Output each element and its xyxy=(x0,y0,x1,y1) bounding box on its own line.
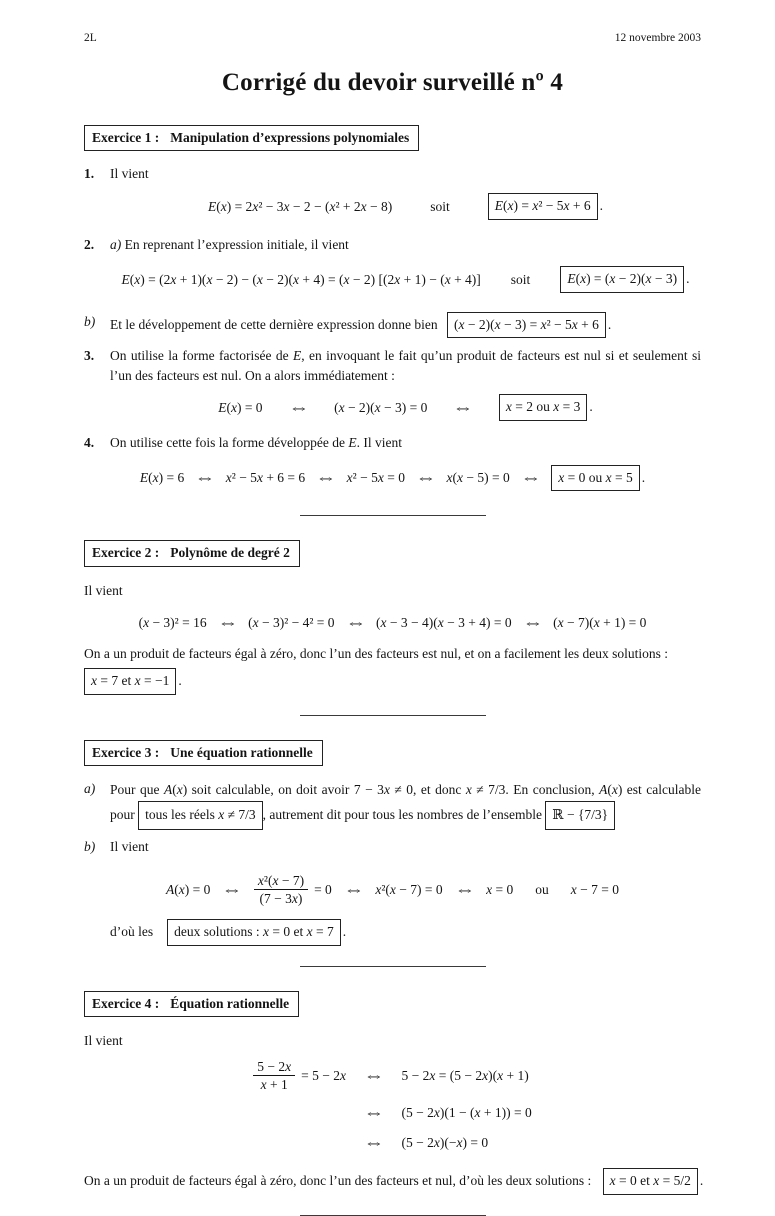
exercise-1-heading xyxy=(84,125,701,152)
iff-arrow: ⇔ xyxy=(315,470,337,486)
equation: (x − 3 − 4)(x − 3 + 4) = 0 xyxy=(376,615,512,631)
equation: x²(x − 7) = 0 xyxy=(375,881,443,897)
equation: (x − 3)² = 16 xyxy=(138,615,207,631)
exercise-4-title: Équation rationnelle xyxy=(170,995,290,1011)
equation: (x − 2)(x − 3) = 0 xyxy=(334,399,428,415)
boxed-answer: deux solutions : x = 0 et x = 7 xyxy=(167,919,341,946)
period: . xyxy=(699,1173,704,1189)
period: . xyxy=(686,271,690,287)
item-2b xyxy=(84,312,701,339)
exercise-3-equation xyxy=(84,873,701,906)
exercise-3-label: Exercice 3 : xyxy=(92,744,160,760)
iff-arrow: ⇔ xyxy=(363,1135,385,1151)
item-a-label: a) xyxy=(84,781,96,797)
doc-title: Corrigé du devoir surveillé nº 4 xyxy=(221,68,564,96)
equation: A(x) = 0 xyxy=(166,881,211,897)
iff-arrow: ⇔ xyxy=(343,881,365,897)
exercise-1-heading-box xyxy=(84,125,419,152)
fraction-term xyxy=(254,873,332,906)
soit-word: soit xyxy=(510,271,531,287)
iff-arrow: ⇔ xyxy=(363,1067,385,1083)
exercise-2-intro: Il vient xyxy=(84,582,123,598)
equation-left xyxy=(253,1059,346,1092)
exercise-4-heading xyxy=(84,991,701,1018)
fraction xyxy=(253,1059,295,1092)
iff-arrow: ⇔ xyxy=(221,881,243,897)
equation: (x − 3)² − 4² = 0 xyxy=(248,615,335,631)
item-2b-label: b) xyxy=(84,313,96,329)
boxed-answer: (x − 2)(x − 3) = x² − 5x + 6 xyxy=(447,312,606,339)
item-a-text: Pour que A(x) soit calculable, on doit avoir 7 − 3x ≠ 0, et donc x ≠ 7/3. En conclusion, A(x) est calculable pour xyxy=(110,782,701,823)
period: . xyxy=(589,399,593,415)
fraction-numerator: x²(x − 7) xyxy=(254,873,308,890)
equation: = 5 − 2x xyxy=(301,1067,347,1083)
soit-word: soit xyxy=(430,198,450,214)
period: . xyxy=(599,198,604,214)
class-label: 2L xyxy=(84,32,97,44)
item-1-number: 1. xyxy=(84,166,95,182)
item-1 xyxy=(84,164,701,223)
equation: E(x) = (2x + 1)(x − 2) − (x − 2)(x + 4) = (x − 2) [(2x + 1) − (x + 4)] xyxy=(121,271,481,287)
iff-arrow: ⇔ xyxy=(344,615,366,631)
ou-word: ou xyxy=(535,881,549,897)
exercise-1-title: Manipulation d’expressions polynomiales xyxy=(170,129,410,145)
fraction-numerator: 5 − 2x xyxy=(253,1059,295,1076)
item-3-number: 3. xyxy=(84,348,95,364)
exercise-2-title: Polynôme de degré 2 xyxy=(170,545,290,561)
equation: x(x − 5) = 0 xyxy=(446,470,510,486)
item-3-text: On utilise la forme factorisée de E, en invoquant le fait qu’un produit de facteurs est nul si et seulement si l’un des facteurs est nul. On a alors immédiatement : xyxy=(110,348,702,383)
equation: (x − 7)(x + 1) = 0 xyxy=(553,615,647,631)
iff-arrow: ⇔ xyxy=(415,470,437,486)
separator xyxy=(300,715,486,716)
iff-arrow: ⇔ xyxy=(452,399,474,415)
item-2a-label: a) xyxy=(110,236,122,252)
period: . xyxy=(342,923,347,939)
exercise-4-label: Exercice 4 : xyxy=(92,995,160,1011)
period: . xyxy=(641,469,646,485)
exercise-1-label: Exercice 1 : xyxy=(92,129,160,145)
conclusion-text: d’où les xyxy=(110,923,154,939)
iff-arrow: ⇔ xyxy=(194,470,216,486)
iff-arrow: ⇔ xyxy=(453,881,475,897)
item-2b-text: Et le développement de cette dernière expression donne bien xyxy=(110,316,438,332)
item-4 xyxy=(84,433,701,495)
page-header xyxy=(84,30,701,47)
period: . xyxy=(607,316,612,332)
item-2a xyxy=(84,235,701,297)
iff-arrow: ⇔ xyxy=(363,1104,385,1120)
exercise-3-conclusion xyxy=(110,919,701,946)
exercise-2-paragraph: On a un produit de facteurs égal à zéro, donc l’un des facteurs est nul, et on a facilement les deux solutions : xyxy=(84,645,669,661)
iff-arrow: ⇔ xyxy=(216,615,238,631)
exercise-4-paragraph: On a un produit de facteurs égal à zéro, donc l’un des facteurs et nul, d’où les deux solutions : x = 0 et x = 5/2 . xyxy=(84,1168,701,1195)
exercise-3-item-a xyxy=(84,779,701,830)
equation: E(x) = 6 xyxy=(139,470,185,486)
exercise-4-equations xyxy=(84,1059,701,1153)
item-b-text: Il vient xyxy=(110,839,149,855)
fraction-denominator: (7 − 3x) xyxy=(259,890,303,906)
variable-E: E xyxy=(348,434,357,450)
iff-arrow: ⇔ xyxy=(519,470,541,486)
item-a-text: , autrement dit pour tous les nombres de l’ensemble xyxy=(262,807,546,823)
equation: x² − 5x = 0 xyxy=(346,470,405,486)
iff-arrow: ⇔ xyxy=(521,615,543,631)
exercise-2-heading-box xyxy=(84,540,300,567)
exercise-3-item-b xyxy=(84,837,701,945)
fraction xyxy=(254,873,308,906)
exercise-3-heading-box xyxy=(84,740,323,767)
exercise-2-equation xyxy=(84,613,701,633)
equation: (5 − 2x)(−x) = 0 xyxy=(401,1135,489,1151)
equation: (5 − 2x)(1 − (x + 1)) = 0 xyxy=(401,1104,532,1120)
separator xyxy=(300,1215,486,1216)
item-b-label: b) xyxy=(84,839,96,855)
boxed-answer: ℝ − {7/3} xyxy=(545,801,615,830)
exercise-3-heading xyxy=(84,740,701,767)
item-1-text: Il vient xyxy=(110,166,149,182)
item-2a-equation xyxy=(110,266,701,293)
boxed-answer: x = 0 ou x = 5 xyxy=(551,465,640,492)
boxed-answer: E(x) = x² − 5x + 6 xyxy=(488,193,598,220)
item-4-equation xyxy=(84,465,701,492)
separator xyxy=(300,515,486,516)
item-1-equation xyxy=(110,193,701,220)
exercise-2-solution xyxy=(84,668,701,695)
equation: 5 − 2x = (5 − 2x)(x + 1) xyxy=(401,1067,529,1083)
boxed-answer: tous les réels x ≠ 7/3 xyxy=(138,801,263,830)
item-2a-text: En reprenant l’expression initiale, il vient xyxy=(124,236,349,252)
equation: E(x) = 0 xyxy=(218,399,263,415)
item-3 xyxy=(84,346,701,425)
boxed-answer: x = 7 et x = −1 xyxy=(84,668,176,695)
variable-E: E xyxy=(292,348,302,364)
period: . xyxy=(178,673,182,689)
equation: E(x) = 2x² − 3x − 2 − (x² + 2x − 8) xyxy=(207,198,393,214)
item-3-equation xyxy=(110,394,701,421)
exercise-2-heading xyxy=(84,540,701,567)
exercise-4-heading-box xyxy=(84,991,299,1018)
boxed-answer: x = 2 ou x = 3 xyxy=(499,394,588,421)
item-2-number: 2. xyxy=(84,236,95,252)
iff-arrow: ⇔ xyxy=(287,399,309,415)
separator xyxy=(300,966,486,967)
exercise-3-title: Une équation rationnelle xyxy=(170,744,313,760)
boxed-answer: E(x) = (x − 2)(x − 3) xyxy=(560,266,684,293)
equation: x² − 5x + 6 = 6 xyxy=(225,470,306,486)
exercise-2-label: Exercice 2 : xyxy=(92,545,160,561)
item-4-number: 4. xyxy=(84,434,95,450)
item-4-text: On utilise cette fois la forme développée de E. Il vient xyxy=(110,434,403,450)
equation: = 0 xyxy=(314,881,332,897)
boxed-answer: x = 0 et x = 5/2 xyxy=(603,1168,698,1195)
date-label: 12 novembre 2003 xyxy=(614,32,701,44)
fraction-denominator: x + 1 xyxy=(260,1076,288,1092)
equation: x − 7 = 0 xyxy=(570,881,619,897)
exercise-4-intro: Il vient xyxy=(84,1033,123,1049)
equation: x = 0 xyxy=(486,881,514,897)
